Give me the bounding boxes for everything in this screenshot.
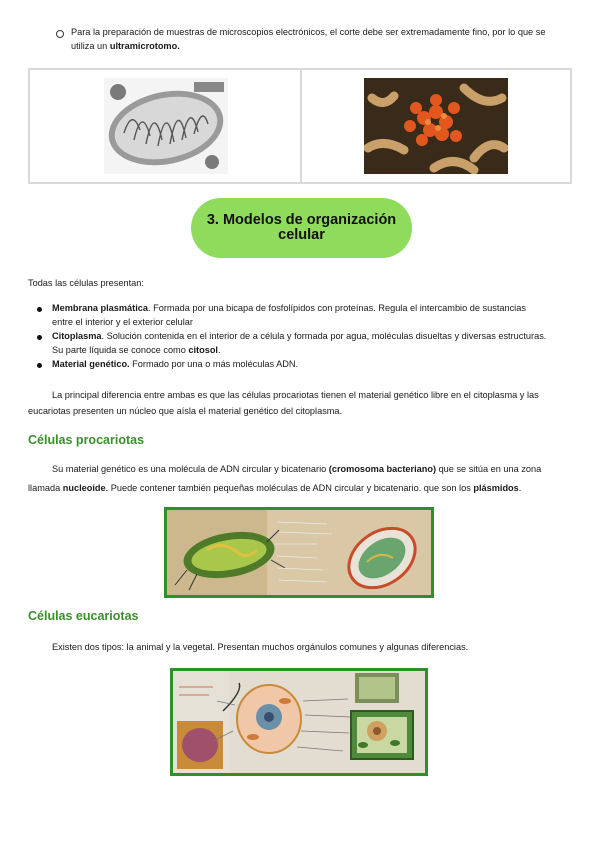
procariotas-line1 — [52, 462, 541, 476]
mitochondria-micrograph — [104, 78, 228, 174]
citoplasma-end: . — [217, 345, 221, 355]
section-title-line1: 3. Modelos de organización — [206, 212, 397, 228]
difference-line1: La principal diferencia entre ambas es que las células procariotas tienen el material genético libre en el citoplasma y las — [52, 390, 539, 400]
intro-bullet-line2 — [71, 39, 180, 53]
table-divider — [300, 70, 302, 182]
component-citoplasma — [52, 329, 577, 357]
eucariotas-text: Existen dos tipos: la animal y la vegetal. Presentan muchos orgánulos comunes y algunas diferencias. — [52, 642, 469, 652]
intro-text: utiliza un — [71, 41, 110, 51]
proc-text: Su material genético es una molécula de ADN circular y bicatenario — [52, 464, 329, 474]
bacteria-micrograph — [364, 78, 508, 174]
procariotas-line2 — [28, 481, 521, 495]
proc-text: llamada — [28, 483, 63, 493]
all-cells-intro: Todas las células presentan: — [28, 278, 144, 288]
section-title-line2: celular — [278, 227, 325, 243]
term-nucleoide: nucleoide — [62, 483, 106, 493]
proc-text: que se sitúa en una zona — [436, 464, 542, 474]
prokaryote-illustration — [164, 507, 434, 598]
heading-eucariotas: Células eucariotas — [28, 609, 139, 623]
intro-bullet-line1: Para la preparación de muestras de microscopios electrónicos, el corte debe ser extremadamente fino, por lo que se — [71, 27, 546, 37]
component-membrana — [52, 301, 577, 329]
bullet-icon — [37, 363, 42, 368]
circle-bullet-icon — [56, 30, 64, 38]
term-membrana: Membrana plasmática — [52, 303, 148, 313]
eukaryote-drawing — [173, 671, 425, 773]
citoplasma-desc-2: Su parte líquida se conoce como — [52, 345, 189, 355]
microscopy-image-table — [28, 68, 572, 184]
term-cromosoma: (cromosoma bacteriano) — [328, 464, 437, 474]
bullet-icon — [37, 307, 42, 312]
proc-text: . — [518, 483, 522, 493]
term-material: Material genético. — [52, 359, 130, 369]
citoplasma-desc: . Solución contenida en el interior de a célula y formada por agua, moléculas disueltas y diversas estructuras. — [101, 331, 547, 341]
prokaryote-drawing — [167, 510, 431, 595]
term-citoplasma: Citoplasma — [52, 331, 102, 341]
ultramicrotomo-term: ultramicrotomo. — [109, 41, 180, 51]
section-title-badge — [191, 198, 412, 258]
term-plasmidos: plásmidos — [473, 483, 519, 493]
bullet-icon — [37, 335, 42, 340]
difference-line2: eucariotas presenten un núcleo que aísla el material genético del citoplasma. — [28, 406, 343, 416]
material-desc: Formado por una o más moléculas ADN. — [129, 359, 299, 369]
term-citosol: citosol — [188, 345, 218, 355]
proc-text: . Puede contener también pequeñas moléculas de ADN circular y bicatenario. que son los — [105, 483, 474, 493]
section-title — [207, 213, 396, 243]
heading-procariotas: Células procariotas — [28, 433, 145, 447]
eukaryote-illustration — [170, 668, 428, 776]
membrana-desc-2: entre el interior y el exterior celular — [52, 317, 193, 327]
membrana-desc: . Formada por una bicapa de fosfolípidos con proteínas. Regula el intercambio de sustancias — [148, 303, 526, 313]
component-material — [52, 357, 577, 371]
